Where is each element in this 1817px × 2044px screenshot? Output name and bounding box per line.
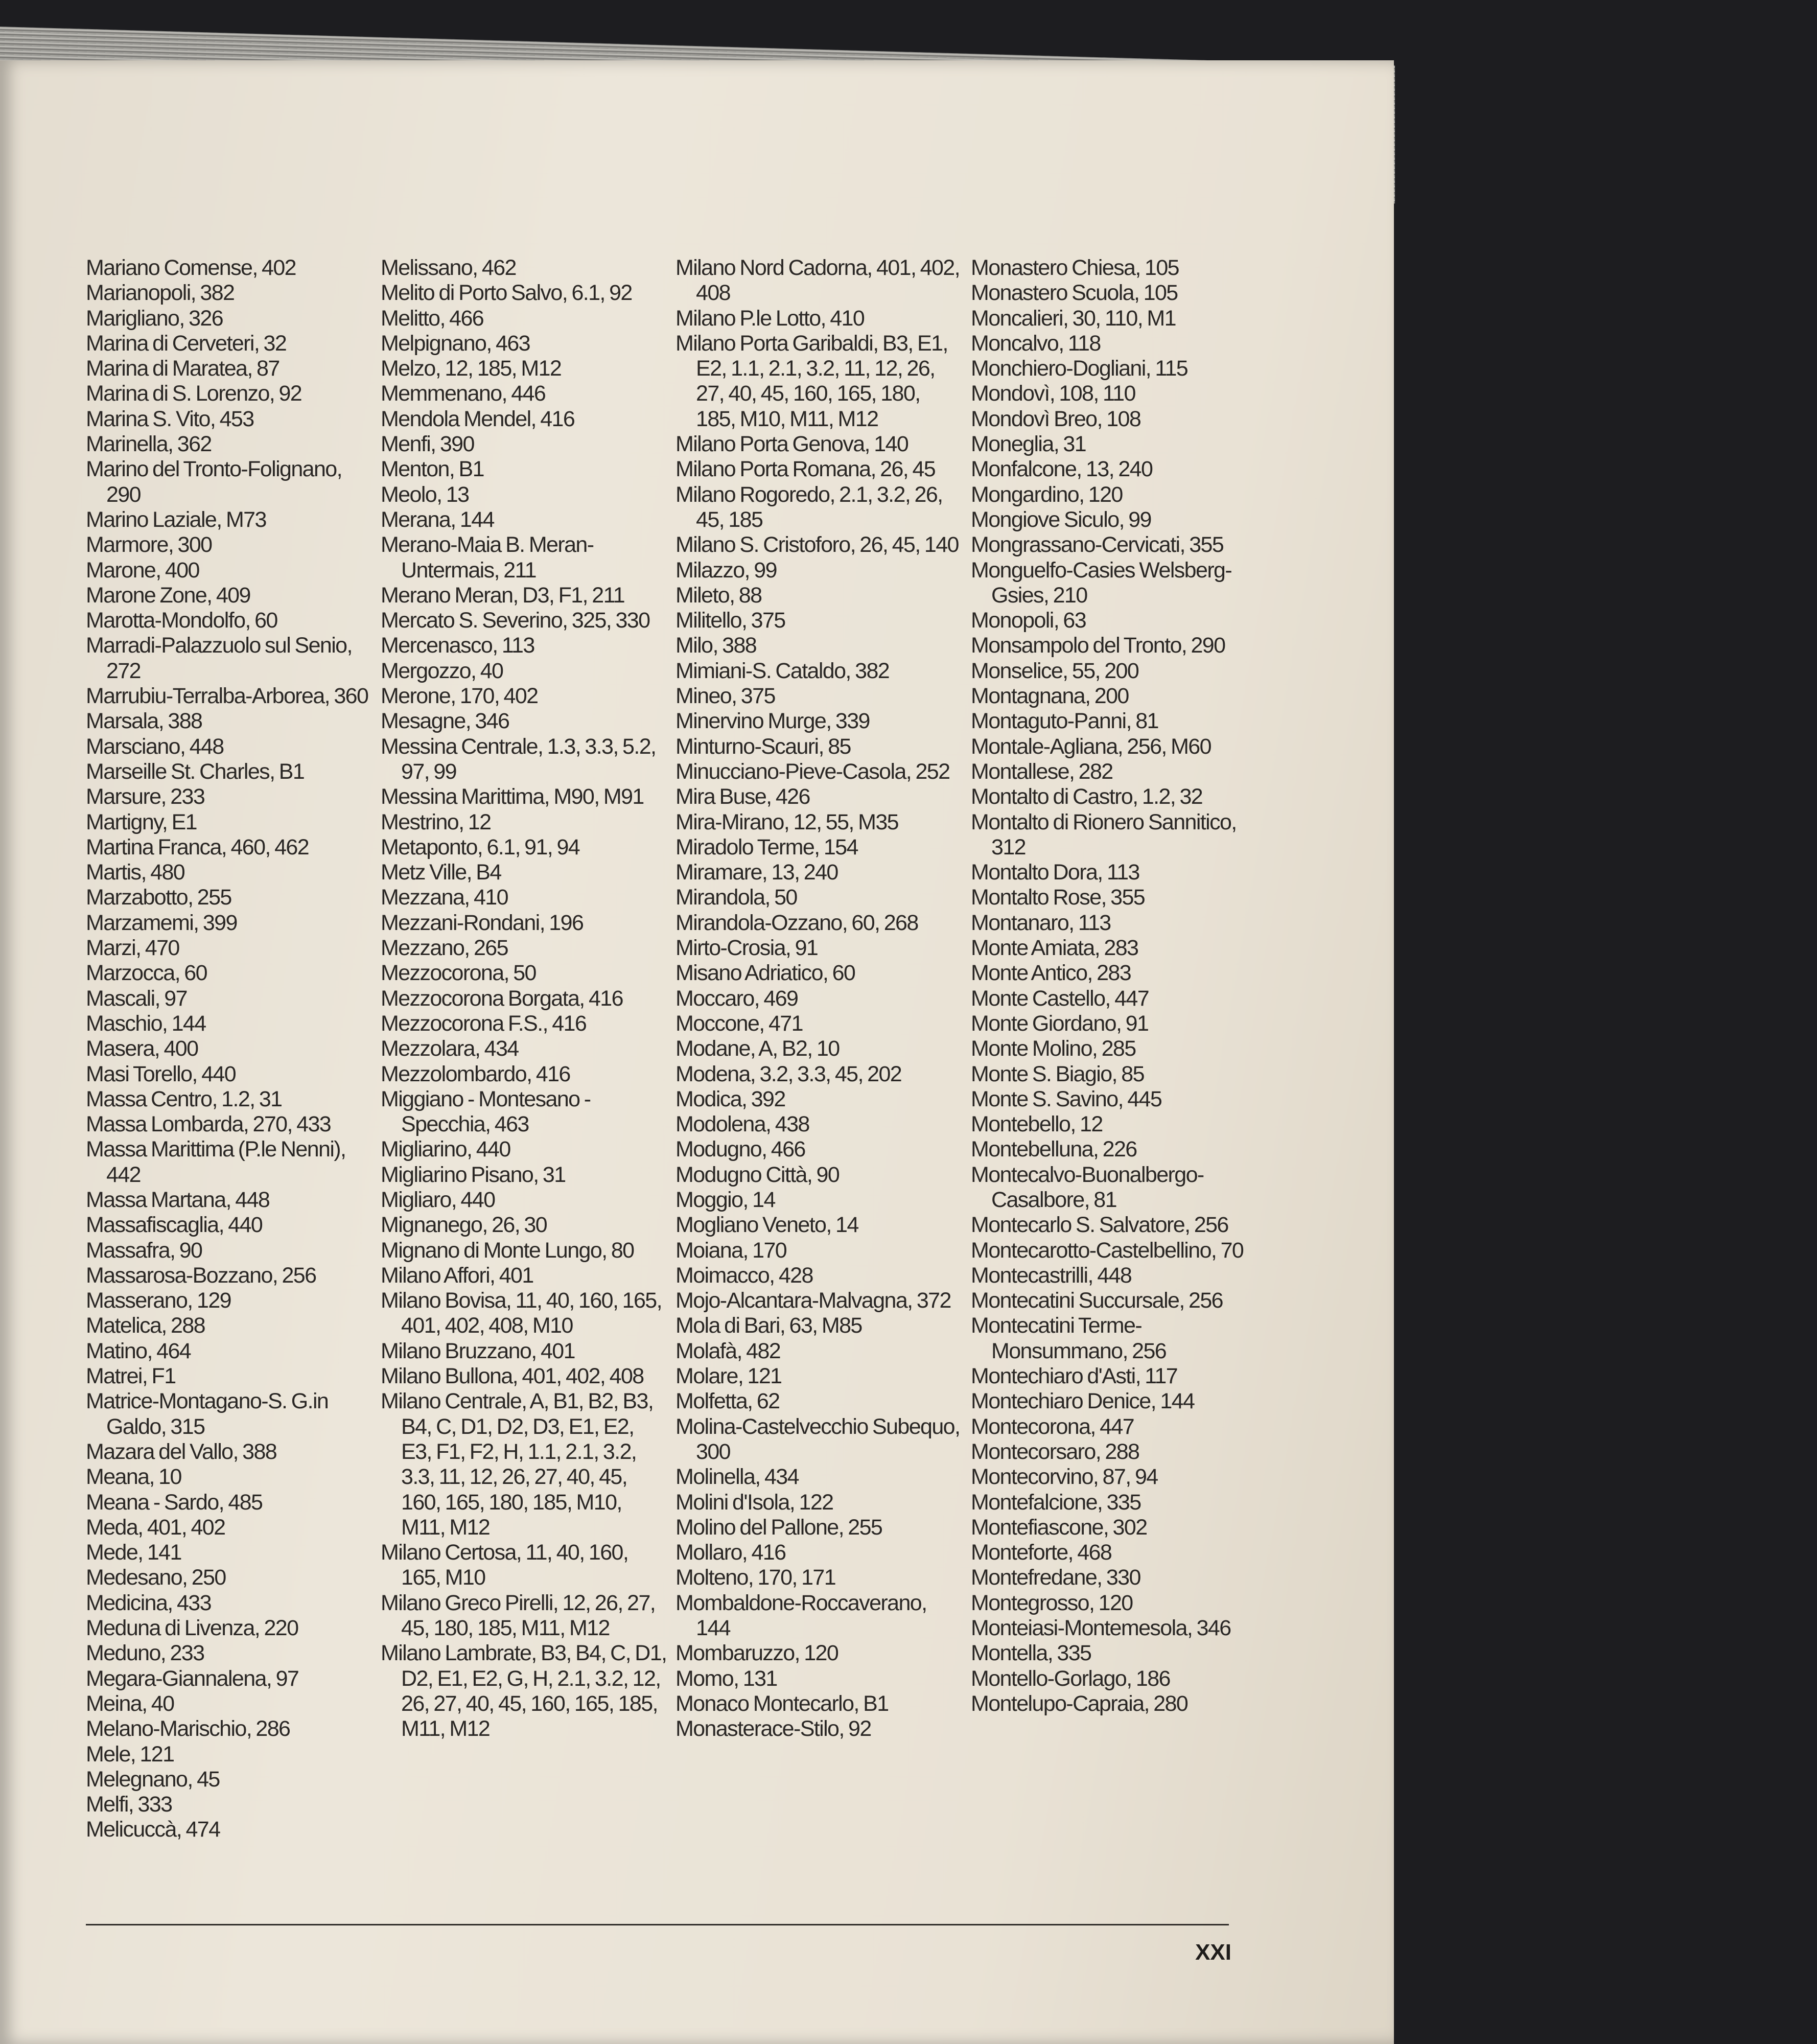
index-entry: Molteno, 170, 171 xyxy=(675,1565,836,1590)
index-entry: Milano Lambrate, B3, B4, C, D1, D2, E1, E2, G, H, 2.1, 3.2, 12, 26, 27, 40, 45, 160, 165, 185, M11, M12 xyxy=(381,1641,667,1741)
index-entry: Moimacco, 428 xyxy=(675,1263,813,1288)
index-entry: Mariano Comense, 402 xyxy=(86,256,296,280)
index-entry: Moiana, 170 xyxy=(675,1238,787,1263)
index-entry: Modane, A, B2, 10 xyxy=(675,1036,840,1061)
index-entry: Marotta-Mondolfo, 60 xyxy=(86,608,277,633)
index-entry: Modugno, 466 xyxy=(675,1137,805,1162)
index-entry: Metz Ville, B4 xyxy=(381,860,501,885)
index-entry: Montefalcione, 335 xyxy=(971,1490,1141,1515)
index-entry: Molini d'Isola, 122 xyxy=(675,1490,833,1515)
index-entry: Moncalieri, 30, 110, M1 xyxy=(971,306,1176,331)
index-entry: Milano Certosa, 11, 40, 160, 165, M10 xyxy=(381,1540,628,1590)
index-entry: Montalto Dora, 113 xyxy=(971,860,1139,885)
index-entry: Mileto, 88 xyxy=(675,583,762,608)
index-entry: Monte Castello, 447 xyxy=(971,986,1149,1011)
index-entry: Mezzocorona, 50 xyxy=(381,961,536,986)
index-entry: Matelica, 288 xyxy=(86,1313,205,1338)
index-entry: Mimiani-S. Cataldo, 382 xyxy=(675,658,890,683)
index-entry: Meana - Sardo, 485 xyxy=(86,1490,263,1515)
index-entry: Monasterace-Stilo, 92 xyxy=(675,1716,871,1741)
index-entry: Marina di S. Lorenzo, 92 xyxy=(86,381,302,406)
index-entry: Militello, 375 xyxy=(675,608,785,633)
index-entry: Monte Giordano, 91 xyxy=(971,1011,1149,1036)
index-entry: Montecorsaro, 288 xyxy=(971,1439,1139,1464)
index-entry: Milano Porta Garibaldi, B3, E1, E2, 1.1, 2.1, 3.2, 11, 12, 26, 27, 40, 45, 160, 165, 180, 185, M10, M11, M12 xyxy=(675,331,948,431)
index-entry: Mazara del Vallo, 388 xyxy=(86,1439,277,1464)
index-entry: Metaponto, 6.1, 91, 94 xyxy=(381,834,580,860)
index-entry: Mascali, 97 xyxy=(86,986,187,1011)
index-entry: Melfi, 333 xyxy=(86,1792,172,1817)
index-entry: Marzamemi, 399 xyxy=(86,910,237,935)
index-entry: Mongardino, 120 xyxy=(971,482,1123,507)
index-entry: Migliarino, 440 xyxy=(381,1137,510,1162)
index-entry: Masera, 400 xyxy=(86,1036,198,1061)
index-entry: Meana, 10 xyxy=(86,1465,181,1490)
index-entry: Monte S. Savino, 445 xyxy=(971,1086,1162,1111)
index-entry: Melito di Porto Salvo, 6.1, 92 xyxy=(381,281,632,306)
index-entry: Mezzano, 265 xyxy=(381,936,508,961)
index-entry: Meolo, 13 xyxy=(381,482,469,507)
index-entry: Milano Porta Romana, 26, 45 xyxy=(675,457,936,482)
index-entry: Molino del Pallone, 255 xyxy=(675,1515,882,1540)
index-entry: Memmenano, 446 xyxy=(381,381,546,406)
index-entry: Moneglia, 31 xyxy=(971,432,1086,457)
index-entry: Miradolo Terme, 154 xyxy=(675,834,858,860)
index-entry: Milano Bullona, 401, 402, 408 xyxy=(381,1364,644,1389)
index-entry: Miramare, 13, 240 xyxy=(675,860,838,885)
index-entry: Meduna di Livenza, 220 xyxy=(86,1616,298,1641)
index-entry: Monteforte, 468 xyxy=(971,1540,1112,1565)
index-entry: Mercato S. Severino, 325, 330 xyxy=(381,608,650,633)
index-entry: Marzabotto, 255 xyxy=(86,885,231,910)
index-entry: Melissano, 462 xyxy=(381,256,516,280)
index-entry: Melano-Marischio, 286 xyxy=(86,1716,290,1741)
index-entry: Marseille St. Charles, B1 xyxy=(86,759,305,784)
index-entry: Massa Centro, 1.2, 31 xyxy=(86,1086,282,1111)
index-entry: Momo, 131 xyxy=(675,1666,777,1691)
index-entry: Merana, 144 xyxy=(381,507,494,532)
index-entry: Martigny, E1 xyxy=(86,809,197,834)
index-column-3 xyxy=(675,256,962,1742)
index-entry: Montella, 335 xyxy=(971,1641,1091,1666)
index-entry: Merano Meran, D3, F1, 211 xyxy=(381,583,625,608)
index-entry: Mendola Mendel, 416 xyxy=(381,406,575,431)
index-entry: Matrei, F1 xyxy=(86,1364,176,1389)
index-entry: Montalto di Castro, 1.2, 32 xyxy=(971,784,1203,809)
index-entry: Molina-Castelvecchio Subequo, 300 xyxy=(675,1414,960,1464)
index-entry: Marzi, 470 xyxy=(86,936,179,961)
index-entry: Martina Franca, 460, 462 xyxy=(86,834,309,860)
index-entry: Milano Bruzzano, 401 xyxy=(381,1338,575,1363)
index-entry: Marianopoli, 382 xyxy=(86,281,235,306)
index-entry: Masserano, 129 xyxy=(86,1288,231,1313)
index-entry: Mondovì Breo, 108 xyxy=(971,406,1141,431)
index-entry: Monastero Chiesa, 105 xyxy=(971,256,1179,280)
index-page xyxy=(0,60,1394,2044)
index-entry: Monte S. Biagio, 85 xyxy=(971,1061,1144,1086)
index-entry: Monte Antico, 283 xyxy=(971,961,1131,986)
index-entry: Marina S. Vito, 453 xyxy=(86,406,254,431)
index-column-4 xyxy=(971,256,1257,1716)
index-entry: Monastero Scuola, 105 xyxy=(971,281,1178,306)
index-entry: Mesagne, 346 xyxy=(381,709,509,734)
index-entry: Montalto di Rionero Sannitico, 312 xyxy=(971,809,1237,860)
index-entry: Montecorona, 447 xyxy=(971,1414,1134,1439)
index-entry: Mezzocorona Borgata, 416 xyxy=(381,986,623,1011)
index-entry: Meduno, 233 xyxy=(86,1641,204,1666)
index-entry: Mollaro, 416 xyxy=(675,1540,786,1565)
index-entry: Melpignano, 463 xyxy=(381,331,530,356)
index-entry: Massa Lombarda, 270, 433 xyxy=(86,1112,331,1137)
index-entry: Montegrosso, 120 xyxy=(971,1590,1133,1615)
index-entry: Montalto Rose, 355 xyxy=(971,885,1145,910)
index-entry: Modugno Città, 90 xyxy=(675,1162,840,1187)
index-entry: Marsure, 233 xyxy=(86,784,205,809)
index-entry: Merone, 170, 402 xyxy=(381,684,538,709)
index-entry: Montallese, 282 xyxy=(971,759,1113,784)
index-entry: Marinella, 362 xyxy=(86,432,212,457)
index-entry: Marina di Maratea, 87 xyxy=(86,356,279,381)
index-entry: Montello-Gorlago, 186 xyxy=(971,1666,1170,1691)
index-entry: Mongiove Siculo, 99 xyxy=(971,507,1151,532)
index-entry: Migliaro, 440 xyxy=(381,1187,495,1212)
index-entry: Martis, 480 xyxy=(86,860,185,885)
index-entry: Montecorvino, 87, 94 xyxy=(971,1465,1158,1490)
index-entry: Marigliano, 326 xyxy=(86,306,223,331)
index-entry: Minervino Murge, 339 xyxy=(675,709,870,734)
index-entry: Milano Porta Genova, 140 xyxy=(675,432,908,457)
index-entry: Matino, 464 xyxy=(86,1338,191,1363)
index-entry: Marino Laziale, M73 xyxy=(86,507,266,532)
index-entry: Montecatini Succursale, 256 xyxy=(971,1288,1223,1313)
index-entry: Milano Greco Pirelli, 12, 26, 27, 45, 180, 185, M11, M12 xyxy=(381,1590,656,1641)
index-entry: Mirandola, 50 xyxy=(675,885,797,910)
index-entry: Milano S. Cristoforo, 26, 45, 140 xyxy=(675,532,959,558)
index-entry: Molare, 121 xyxy=(675,1364,782,1389)
index-entry: Montecalvo-Buonalbergo-Casalbore, 81 xyxy=(971,1162,1204,1212)
index-entry: Mergozzo, 40 xyxy=(381,658,503,683)
index-entry: Molfetta, 62 xyxy=(675,1389,780,1414)
index-entry: Monchiero-Dogliani, 115 xyxy=(971,356,1188,381)
index-entry: Moggio, 14 xyxy=(675,1187,775,1212)
index-entry: Maschio, 144 xyxy=(86,1011,206,1036)
index-entry: Massafiscaglia, 440 xyxy=(86,1213,263,1238)
index-entry: Massafra, 90 xyxy=(86,1238,202,1263)
index-entry: Melicuccà, 474 xyxy=(86,1817,220,1842)
index-entry: Massa Martana, 448 xyxy=(86,1187,270,1212)
index-entry: Messina Centrale, 1.3, 3.3, 5.2, 97, 99 xyxy=(381,734,656,784)
index-entry: Montecarlo S. Salvatore, 256 xyxy=(971,1213,1228,1238)
index-entry: Monaco Montecarlo, B1 xyxy=(675,1691,889,1716)
index-entry: Milo, 388 xyxy=(675,633,757,658)
index-entry: Modica, 392 xyxy=(675,1086,785,1111)
index-entry: Mirandola-Ozzano, 60, 268 xyxy=(675,910,918,935)
index-entry: Milano Bovisa, 11, 40, 160, 165, 401, 402, 408, M10 xyxy=(381,1288,662,1338)
index-entry: Montelupo-Capraia, 280 xyxy=(971,1691,1188,1716)
index-entry: Mirto-Crosia, 91 xyxy=(675,936,818,961)
index-entry: Milano Rogoredo, 2.1, 3.2, 26, 45, 185 xyxy=(675,482,943,532)
index-entry: Menfi, 390 xyxy=(381,432,474,457)
index-entry: Meda, 401, 402 xyxy=(86,1515,225,1540)
index-entry: Milano Nord Cadorna, 401, 402, 408 xyxy=(675,256,960,306)
index-entry: Marino del Tronto-Folignano, 290 xyxy=(86,457,342,507)
index-entry: Monsampolo del Tronto, 290 xyxy=(971,633,1225,658)
index-entry: Monfalcone, 13, 240 xyxy=(971,457,1153,482)
index-entry: Moccone, 471 xyxy=(675,1011,803,1036)
index-entry: Montaguto-Panni, 81 xyxy=(971,709,1158,734)
index-entry: Molinella, 434 xyxy=(675,1465,799,1490)
index-entry: Monte Amiata, 283 xyxy=(971,936,1138,961)
index-entry: Massarosa-Bozzano, 256 xyxy=(86,1263,316,1288)
index-entry: Marsciano, 448 xyxy=(86,734,224,759)
index-entry: Melitto, 466 xyxy=(381,306,484,331)
index-entry: Medicina, 433 xyxy=(86,1590,211,1615)
index-entry: Misano Adriatico, 60 xyxy=(675,961,855,986)
footer-rule xyxy=(86,1924,1229,1925)
index-entry: Marone Zone, 409 xyxy=(86,583,250,608)
index-entry: Mineo, 375 xyxy=(675,684,775,709)
index-entry: Melzo, 12, 185, M12 xyxy=(381,356,562,381)
index-entry: Milano Affori, 401 xyxy=(381,1263,533,1288)
index-entry: Monselice, 55, 200 xyxy=(971,658,1139,683)
index-entry: Mongrassano-Cervicati, 355 xyxy=(971,532,1224,558)
index-entry: Montebello, 12 xyxy=(971,1112,1103,1137)
index-entry: Modolena, 438 xyxy=(675,1112,809,1137)
index-entry: Menton, B1 xyxy=(381,457,484,482)
index-entry: Monguelfo-Casies Welsberg-Gsies, 210 xyxy=(971,558,1232,608)
index-entry: Mignanego, 26, 30 xyxy=(381,1213,547,1238)
index-entry: Monte Molino, 285 xyxy=(971,1036,1136,1061)
index-entry: Milazzo, 99 xyxy=(675,558,777,583)
index-entry: Monopoli, 63 xyxy=(971,608,1086,633)
index-entry: Mojo-Alcantara-Malvagna, 372 xyxy=(675,1288,951,1313)
index-entry: Mombaruzzo, 120 xyxy=(675,1641,838,1666)
index-entry: Merano-Maia B. Meran-Untermais, 211 xyxy=(381,532,594,583)
index-entry: Milano Centrale, A, B1, B2, B3, B4, C, D1, D2, D3, E1, E2, E3, F1, F2, H, 1.1, 2.1, 3.2, 3.3, 11, 12, 26, 27, 40, 45, 160, 165, 180, 185, M10, M11, M12 xyxy=(381,1389,654,1540)
index-entry: Masi Torello, 440 xyxy=(86,1061,236,1086)
index-entry: Mede, 141 xyxy=(86,1540,181,1565)
index-entry: Montechiaro d'Asti, 117 xyxy=(971,1364,1178,1389)
index-entry: Messina Marittima, M90, M91 xyxy=(381,784,644,809)
index-entry: Mezzana, 410 xyxy=(381,885,508,910)
index-entry: Marina di Cerveteri, 32 xyxy=(86,331,287,356)
index-entry: Modena, 3.2, 3.3, 45, 202 xyxy=(675,1061,902,1086)
index-entry: Migliarino Pisano, 31 xyxy=(381,1162,566,1187)
index-entry: Montechiaro Denice, 144 xyxy=(971,1389,1195,1414)
index-entry: Minturno-Scauri, 85 xyxy=(675,734,851,759)
index-entry: Matrice-Montagano-S. G.in Galdo, 315 xyxy=(86,1389,329,1439)
index-entry: Montefiascone, 302 xyxy=(971,1515,1147,1540)
index-entry: Mogliano Veneto, 14 xyxy=(675,1213,858,1238)
index-entry: Montanaro, 113 xyxy=(971,910,1111,935)
index-entry: Mola di Bari, 63, M85 xyxy=(675,1313,862,1338)
index-entry: Molafà, 482 xyxy=(675,1338,781,1363)
index-entry: Mezzocorona F.S., 416 xyxy=(381,1011,587,1036)
index-entry: Mezzolombardo, 416 xyxy=(381,1061,570,1086)
index-entry: Milano P.le Lotto, 410 xyxy=(675,306,865,331)
index-entry: Mercenasco, 113 xyxy=(381,633,534,658)
index-entry: Mele, 121 xyxy=(86,1741,174,1767)
index-entry: Mezzolara, 434 xyxy=(381,1036,519,1061)
index-entry: Moccaro, 469 xyxy=(675,986,798,1011)
index-entry: Mira Buse, 426 xyxy=(675,784,810,809)
index-column-2 xyxy=(381,256,667,1742)
index-entry: Montecarotto-Castelbellino, 70 xyxy=(971,1238,1244,1263)
index-entry: Meina, 40 xyxy=(86,1691,174,1716)
index-entry: Megara-Giannalena, 97 xyxy=(86,1666,299,1691)
index-entry: Mondovì, 108, 110 xyxy=(971,381,1135,406)
index-entry: Montecastrilli, 448 xyxy=(971,1263,1132,1288)
index-entry: Montale-Agliana, 256, M60 xyxy=(971,734,1211,759)
page-number: XXI xyxy=(1195,1940,1231,1965)
index-entry: Melegnano, 45 xyxy=(86,1767,220,1792)
index-entry: Mezzani-Rondani, 196 xyxy=(381,910,584,935)
index-entry: Massa Marittima (P.le Nenni), 442 xyxy=(86,1137,346,1187)
index-entry: Montefredane, 330 xyxy=(971,1565,1140,1590)
index-entry: Mestrino, 12 xyxy=(381,809,491,834)
index-entry: Marrubiu-Terralba-Arborea, 360 xyxy=(86,684,368,709)
index-entry: Montebelluna, 226 xyxy=(971,1137,1137,1162)
index-entry: Miggiano - Montesano - Specchia, 463 xyxy=(381,1086,591,1137)
index-entry: Minucciano-Pieve-Casola, 252 xyxy=(675,759,950,784)
index-entry: Mira-Mirano, 12, 55, M35 xyxy=(675,809,898,834)
index-entry: Marsala, 388 xyxy=(86,709,202,734)
index-entry: Mignano di Monte Lungo, 80 xyxy=(381,1238,634,1263)
index-entry: Monteiasi-Montemesola, 346 xyxy=(971,1616,1231,1641)
index-column-1 xyxy=(86,256,372,1843)
index-entry: Montagnana, 200 xyxy=(971,684,1129,709)
index-entry: Marone, 400 xyxy=(86,558,199,583)
index-entry: Montecatini Terme-Monsummano, 256 xyxy=(971,1313,1167,1363)
index-entry: Medesano, 250 xyxy=(86,1565,226,1590)
index-entry: Marradi-Palazzuolo sul Senio, 272 xyxy=(86,633,352,683)
index-entry: Marmore, 300 xyxy=(86,532,212,558)
index-entry: Moncalvo, 118 xyxy=(971,331,1101,356)
index-entry: Marzocca, 60 xyxy=(86,961,207,986)
index-entry: Mombaldone-Roccaverano, 144 xyxy=(675,1590,927,1641)
